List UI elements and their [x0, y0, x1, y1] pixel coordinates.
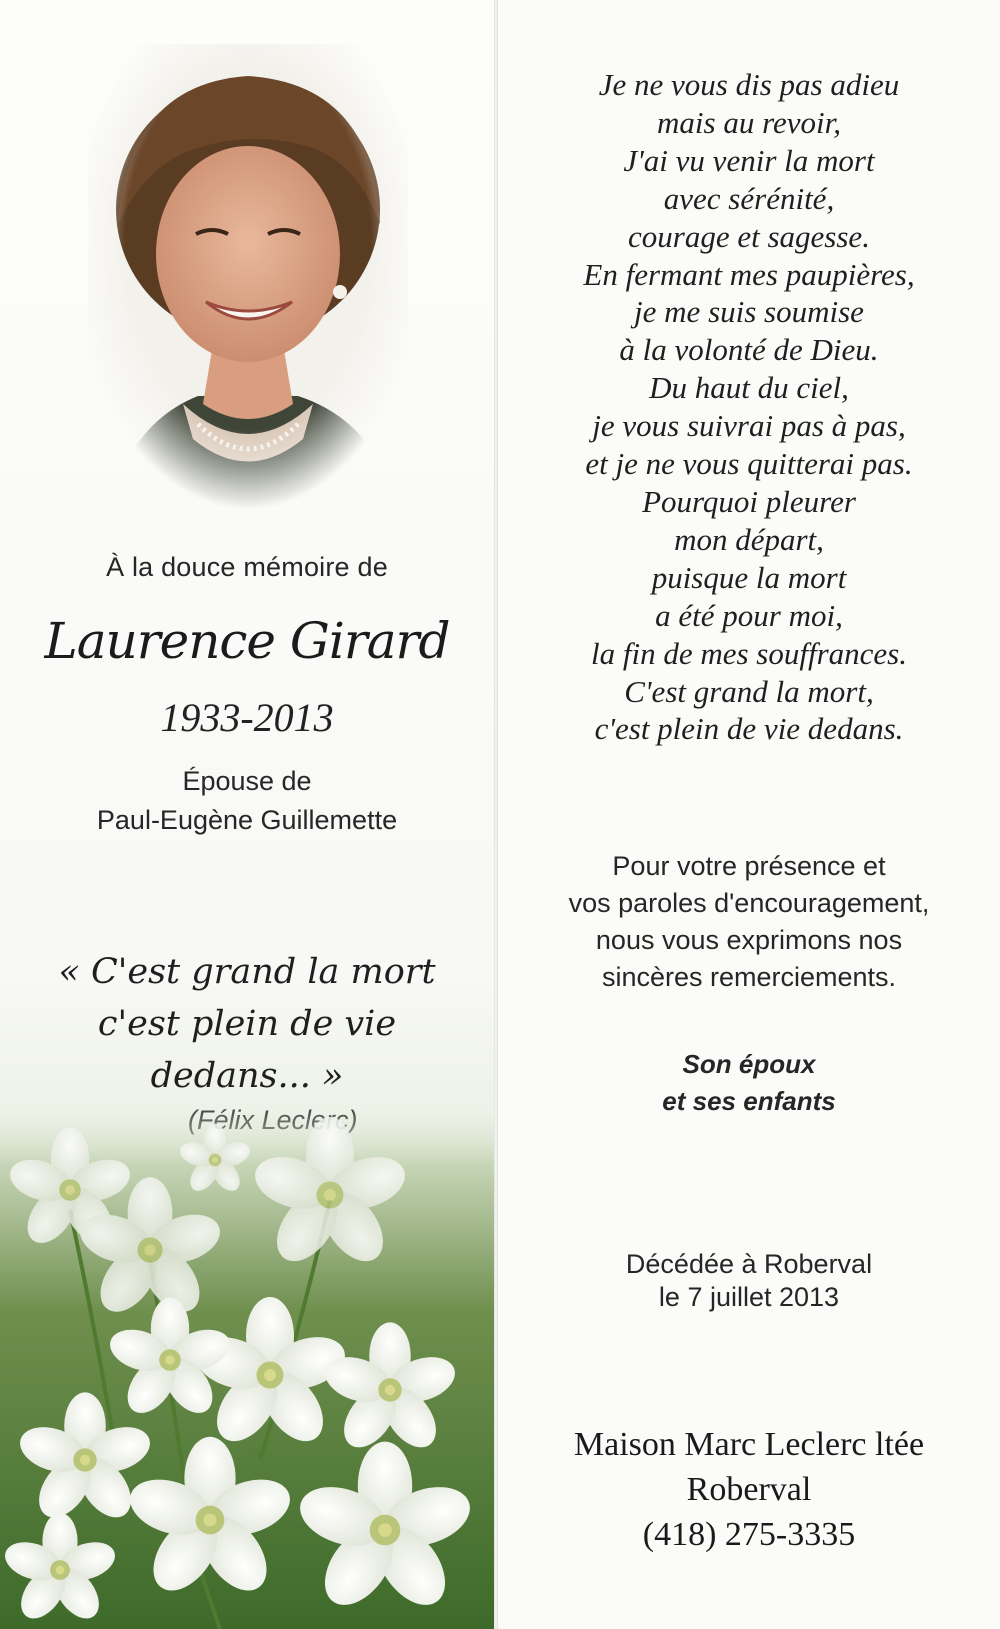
poem-line: la fin de mes souffrances.	[591, 635, 907, 671]
thanks-line: Pour votre présence et	[612, 851, 886, 881]
left-panel	[0, 0, 494, 1629]
poem-line: c'est plein de vie dedans.	[594, 711, 904, 747]
poem-line: courage et sagesse.	[628, 218, 870, 254]
death-notice	[498, 1248, 1000, 1314]
poem-line: et je ne vous quitterai pas.	[585, 446, 913, 482]
thanks-line: vos paroles d'encouragement,	[568, 888, 930, 918]
poem-line: puisque la mort	[651, 559, 847, 595]
portrait-photo	[88, 44, 408, 524]
funeral-home-city: Roberval	[686, 1471, 812, 1508]
poem-line: je me suis soumise	[634, 294, 864, 330]
flowers-image	[0, 1100, 494, 1629]
poem-line: Je ne vous dis pas adieu	[598, 67, 900, 102]
life-years: 1933-2013	[160, 695, 334, 740]
family-signoff	[498, 1046, 1000, 1120]
poem-line: à la volonté de Dieu.	[619, 332, 879, 368]
poem-line: Du haut du ciel,	[649, 370, 849, 406]
signoff-line: et ses enfants	[662, 1086, 836, 1116]
poem-line: En fermant mes paupières,	[583, 256, 915, 292]
thanks-message	[498, 848, 1000, 996]
poem-line: C'est grand la mort,	[624, 673, 874, 709]
spouse-line: Paul-Eugène Guillemette	[96, 805, 398, 835]
funeral-home	[498, 1422, 1000, 1557]
in-memory-of-label: À la douce mémoire de	[106, 552, 388, 582]
poem-line: mais au revoir,	[657, 104, 841, 140]
death-line: Décédée à Roberval	[625, 1249, 873, 1279]
signoff-line: Son époux	[682, 1049, 816, 1079]
poem-line: mon départ,	[674, 521, 824, 557]
thanks-line: nous vous exprimons nos	[595, 925, 903, 955]
deceased-name: Laurence Girard	[44, 612, 450, 670]
funeral-home-phone: (418) 275-3335	[642, 1516, 856, 1553]
funeral-home-name: Maison Marc Leclerc ltée	[573, 1426, 925, 1463]
quote-line: « C'est grand la mort	[58, 952, 436, 992]
spouse-info	[0, 762, 494, 840]
quote-line: dedans... »	[150, 1056, 344, 1096]
spouse-line: Épouse de	[182, 766, 312, 796]
poem-line: J'ai vu venir la mort	[623, 142, 875, 178]
poem-line: avec sérénité,	[663, 180, 835, 216]
poem-line: Pourquoi pleurer	[642, 483, 856, 519]
thanks-line: sincères remerciements.	[601, 962, 897, 992]
poem-line: a été pour moi,	[655, 597, 843, 633]
poem-line: je vous suivrai pas à pas,	[592, 408, 906, 444]
death-line: le 7 juillet 2013	[658, 1282, 840, 1312]
poem	[498, 66, 1000, 748]
quote	[0, 946, 494, 1102]
quote-line: c'est plein de vie	[97, 1004, 397, 1044]
